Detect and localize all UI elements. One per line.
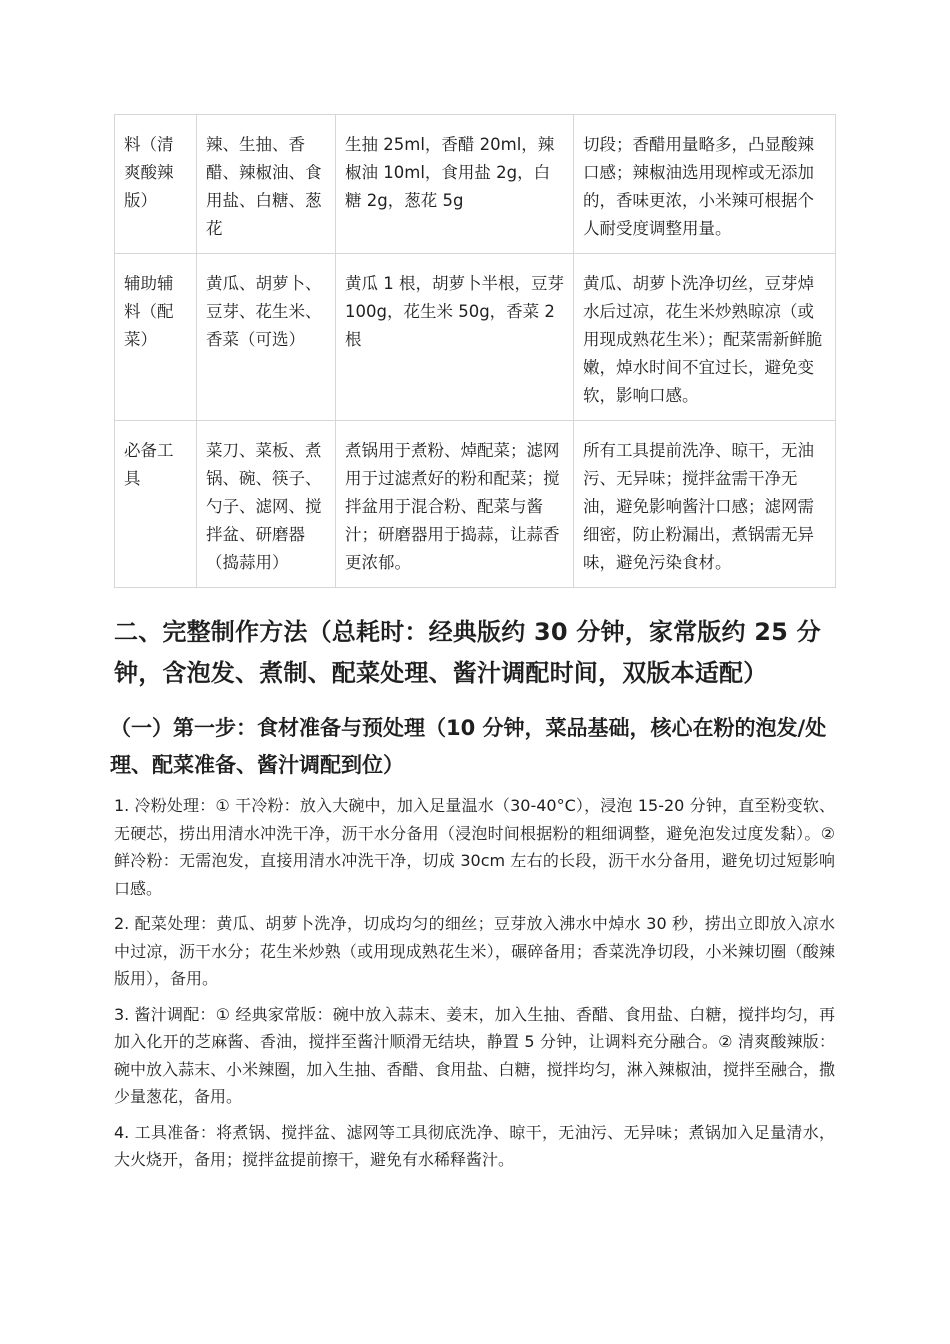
table-cell-notes: 所有工具提前洗净、晾干，无油污、无异味；搅拌盆需干净无油，避免影响酱汁口感；滤网需细密，防止粉漏出，煮锅需无异味，避免污染食材。 — [574, 421, 836, 588]
table-cell-amount: 煮锅用于煮粉、焯配菜；滤网用于过滤煮好的粉和配菜；搅拌盆用于混合粉、配菜与酱汁；研磨器用于捣蒜，让蒜香更浓郁。 — [336, 421, 574, 588]
table-cell-category: 必备工具 — [115, 421, 197, 588]
table-cell-category: 辅助辅料（配菜） — [115, 254, 197, 421]
table-row — [115, 115, 836, 254]
table-cell-amount: 生抽 25ml，香醋 20ml，辣椒油 10ml，食用盐 2g，白糖 2g，葱花 5g — [336, 115, 574, 254]
step-paragraph: 2. 配菜处理：黄瓜、胡萝卜洗净，切成均匀的细丝；豆芽放入沸水中焯水 30 秒，捞出立即放入凉水中过凉，沥干水分；花生米炒熟（或用现成熟花生米），碾碎备用；香菜洗净切段，小米辣切圈（酸辣版用），备用。 — [114, 914, 835, 988]
table-cell-amount: 黄瓜 1 根，胡萝卜半根，豆芽 100g，花生米 50g，香菜 2 根 — [336, 254, 574, 421]
table-cell-items: 菜刀、菜板、煮锅、碗、筷子、勺子、滤网、搅拌盆、研磨器（捣蒜用） — [197, 421, 336, 588]
table-cell-items: 辣、生抽、香醋、辣椒油、食用盐、白糖、葱花 — [197, 115, 336, 254]
ingredients-table — [114, 114, 836, 588]
table-row — [115, 254, 836, 421]
step-paragraph: 3. 酱汁调配：① 经典家常版：碗中放入蒜末、姜末，加入生抽、香醋、食用盐、白糖，搅拌均匀，再加入化开的芝麻酱、香油，搅拌至酱汁顺滑无结块，静置 5 分钟，让调料充分融合。② 清爽酸辣版：碗中放入蒜末、小米辣圈，加入生抽、香醋、食用盐、白糖，搅拌均匀，淋入辣椒油，搅拌至融合，撒少量葱花，备用。 — [114, 1004, 835, 1106]
step-paragraph: 4. 工具准备：将煮锅、搅拌盆、滤网等工具彻底洗净、晾干，无油污、无异味；煮锅加入足量清水，大火烧开，备用；搅拌盆提前擦干，避免有水稀释酱汁。 — [114, 1122, 835, 1169]
table-row — [115, 421, 836, 588]
subsection-heading: （一）第一步：食材准备与预处理（10 分钟，菜品基础，核心在粉的泡发/处理、配菜准备、酱汁调配到位） — [110, 716, 827, 777]
section-heading: 二、完整制作方法（总耗时：经典版约 30 分钟，家常版约 25 分钟，含泡发、煮制、配菜处理、酱汁调配时间，双版本适配） — [114, 618, 821, 687]
table-cell-notes: 黄瓜、胡萝卜洗净切丝，豆芽焯水后过凉，花生米炒熟晾凉（或用现成熟花生米）；配菜需新鲜脆嫩，焯水时间不宜过长，避免变软，影响口感。 — [574, 254, 836, 421]
step-paragraph: 1. 冷粉处理：① 干冷粉：放入大碗中，加入足量温水（30-40°C），浸泡 15-20 分钟，直至粉变软、无硬芯，捞出用清水冲洗干净，沥干水分备用（浸泡时间根据粉的粗细调整，避免泡发过度发黏）。② 鲜冷粉：无需泡发，直接用清水冲洗干净，切成 30cm 左右的长段，沥干水分备用，避免切过短影响口感。 — [114, 796, 835, 898]
table-cell-notes: 切段；香醋用量略多，凸显酸辣口感；辣椒油选用现榨或无添加的，香味更浓，小米辣可根据个人耐受度调整用量。 — [574, 115, 836, 254]
table-cell-category: 料（清爽酸辣版） — [115, 115, 197, 254]
table-cell-items: 黄瓜、胡萝卜、豆芽、花生米、香菜（可选） — [197, 254, 336, 421]
document-page — [110, 114, 835, 1174]
